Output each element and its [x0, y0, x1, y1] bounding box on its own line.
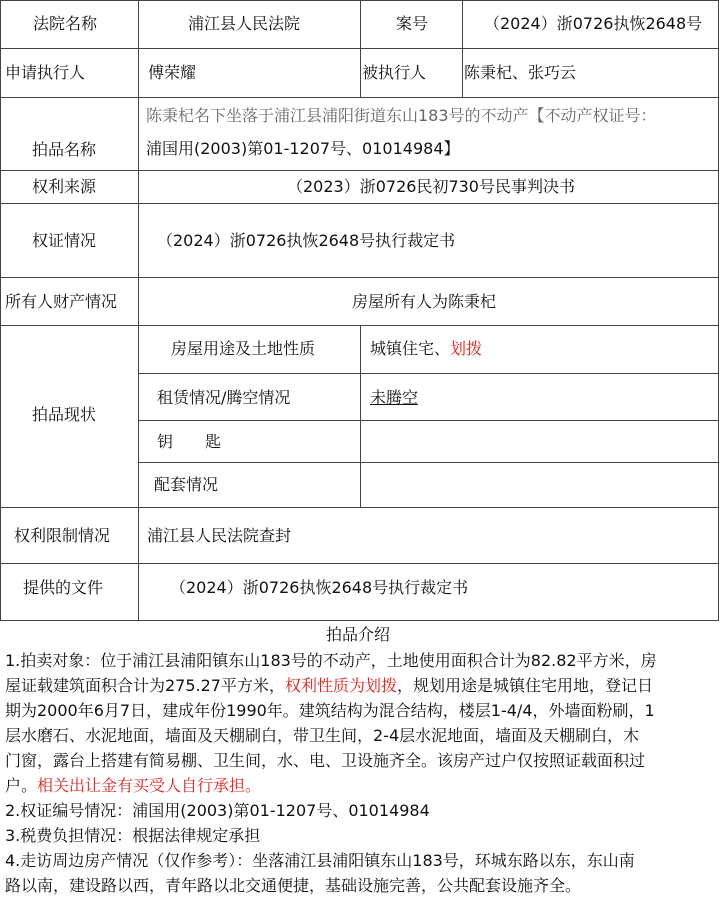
intro-p1-line4: 层水磨石、水泥地面，墙面及天棚刷白，带卫生间，2-4层水泥地面，墙面及天棚刷白，木	[5, 726, 640, 745]
intro-p3: 3.税费负担情况：根据法律规定承担	[5, 826, 261, 845]
intro-p1-line6-red: 相关出让金有买受人自行承担。	[37, 776, 262, 795]
grid-line	[138, 462, 719, 463]
case-label: 案号	[396, 14, 429, 33]
intro-p1-line1: 1.拍卖对象：位于浦江县浦阳镇东山183号的不动产，土地使用面积合计为82.82平方米，房	[5, 651, 657, 670]
applicant-value: 傅荣耀	[148, 63, 197, 82]
respondent-value: 陈秉杞、张巧云	[464, 63, 577, 82]
status-label: 拍品现状	[32, 405, 97, 424]
grid-line	[138, 373, 719, 374]
lease-label: 租赁情况/腾空情况	[157, 388, 291, 407]
grid-line	[138, 420, 719, 421]
grid-line	[360, 325, 361, 507]
intro-p1-line2	[0, 673, 716, 698]
usage-label: 房屋用途及土地性质	[171, 339, 316, 358]
item-value-line2: 浦国用(2003)第01-1207号、01014984】	[146, 139, 460, 158]
restriction-label: 权利限制情况	[14, 526, 111, 545]
grid-line	[0, 563, 719, 564]
grid-line	[0, 203, 719, 204]
grid-line	[0, 170, 719, 171]
court-value: 浦江县人民法院	[188, 14, 301, 33]
usage-value-text: 城镇住宅、	[370, 339, 451, 358]
source-label: 权利来源	[32, 177, 97, 196]
key-label: 钥 匙	[157, 432, 222, 451]
item-value-line1: 陈秉杞名下坐落于浦江县浦阳街道东山183号的不动产【不动产权证号：	[146, 106, 657, 125]
usage-value-red: 划拨	[450, 339, 483, 358]
lease-value: 未腾空	[370, 388, 419, 407]
restriction-value: 浦江县人民法院查封	[147, 526, 292, 545]
respondent-label: 被执行人	[362, 63, 427, 82]
intro-p1-line2-red: 权利性质为划拨	[285, 676, 398, 695]
intro-p4-line1: 4.走访周边房产情况（仅作参考）：坐落浦江县浦阳镇东山183号，环城东路以东，东山南	[5, 851, 635, 870]
intro-p2: 2.权证编号情况：浦国用(2003)第01-1207号、01014984	[5, 801, 430, 820]
docs-value: （2024）浙0726执恢2648号执行裁定书	[170, 578, 469, 597]
usage-value	[370, 339, 482, 359]
docs-label: 提供的文件	[23, 578, 104, 597]
intro-p4-line2: 路以南，建设路以西，青年路以北交通便捷，基础设施完善，公共配套设施齐全。	[5, 876, 582, 895]
item-introduction	[0, 624, 716, 898]
owner-label: 所有人财产情况	[5, 292, 118, 311]
grid-line	[138, 0, 139, 621]
intro-p1-line2a: 屋证载建筑面积合计为275.27平方米，	[5, 676, 285, 695]
court-label: 法院名称	[33, 14, 98, 33]
case-value: （2024）浙0726执恢2648号	[484, 14, 703, 33]
intro-p1-line5: 门窗，露台上搭建有简易棚、卫生间，水、电、卫设施齐全。该房产过户仅按照证载面积过	[5, 751, 646, 770]
facility-label: 配套情况	[154, 475, 219, 494]
cert-value: （2024）浙0726执恢2648号执行裁定书	[157, 231, 456, 250]
intro-title: 拍品介绍	[325, 625, 390, 644]
intro-p1-line6a: 户。	[5, 776, 38, 795]
cert-label: 权证情况	[32, 231, 97, 250]
owner-value: 房屋所有人为陈秉杞	[352, 292, 497, 311]
intro-p1-line6	[0, 773, 716, 798]
source-value: （2023）浙0726民初730号民事判决书	[287, 177, 575, 196]
grid-line	[360, 0, 361, 97]
intro-p1-line3: 期为2000年6月7日，建成年份1990年。建筑结构为混合结构，楼层1-4/4，外墙面粉刷，1	[5, 701, 655, 720]
intro-p1-line2b: ，规划用途是城镇住宅用地，登记日	[397, 676, 654, 695]
grid-line	[462, 0, 463, 97]
grid-line	[0, 507, 719, 508]
grid-line	[0, 620, 719, 621]
grid-line	[0, 277, 719, 278]
grid-line	[0, 0, 1, 621]
item-label: 拍品名称	[32, 140, 97, 159]
grid-line	[0, 97, 719, 98]
applicant-label: 申请执行人	[5, 63, 86, 82]
